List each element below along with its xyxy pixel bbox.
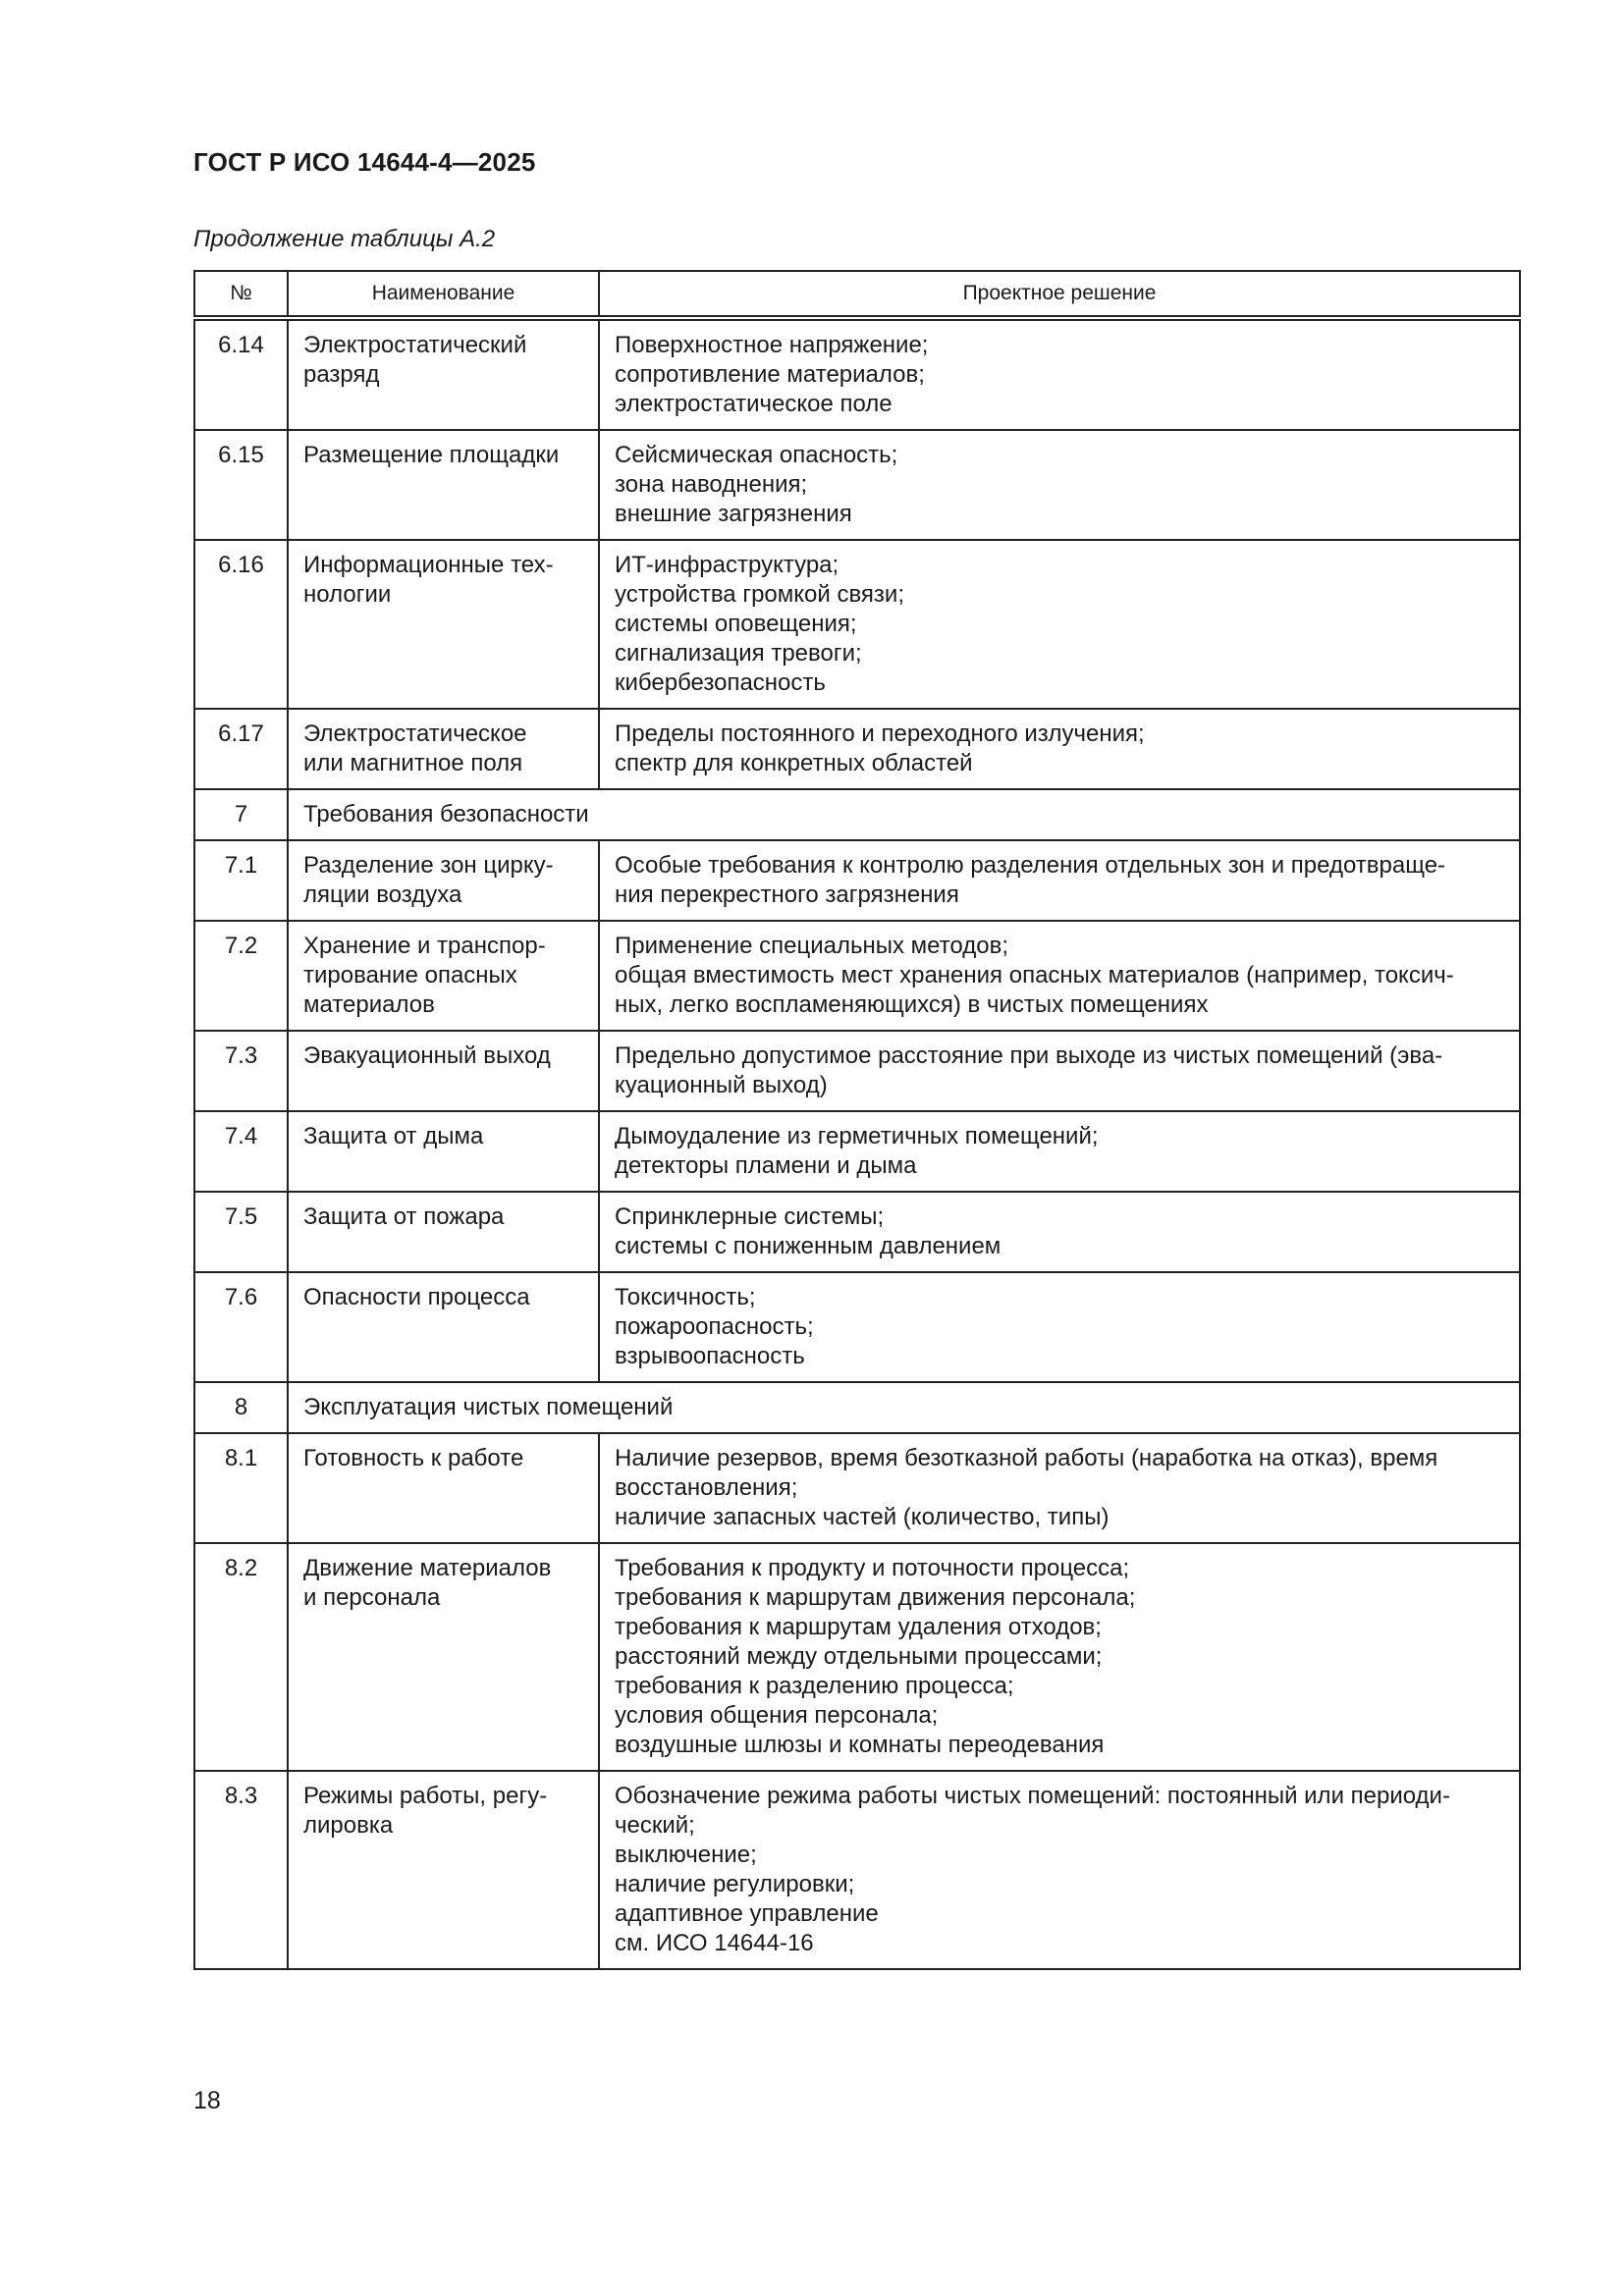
solution-line: взрывоопасность <box>615 1343 805 1369</box>
table-row <box>194 1433 1520 1543</box>
solution-line: пожароопасность; <box>615 1313 814 1340</box>
row-number: 7.4 <box>194 1111 288 1192</box>
solution-line: условия общения персонала; <box>615 1702 939 1729</box>
solution-line: наличие запасных частей (количество, типы) <box>615 1504 1110 1530</box>
solution-line: адаптивное управление <box>615 1900 879 1927</box>
solution-line: внешние загрязнения <box>615 501 852 527</box>
table-row <box>194 1272 1520 1382</box>
row-name <box>288 430 599 540</box>
solution-line: Применение специальных методов; <box>615 933 1009 959</box>
row-name <box>288 318 599 430</box>
name-line: Движение материалов <box>303 1555 552 1581</box>
name-line: Информационные тех- <box>303 552 554 578</box>
row-number: 8 <box>194 1382 288 1433</box>
column-header-solution: Проектное решение <box>599 271 1520 318</box>
solution-line: ИТ-инфраструктура; <box>615 552 839 578</box>
row-solution <box>599 1543 1520 1771</box>
solution-line: Токсичность; <box>615 1284 756 1310</box>
row-name <box>288 709 599 789</box>
table-row <box>194 709 1520 789</box>
solution-line: ческий; <box>615 1812 695 1839</box>
name-line: разряд <box>303 361 380 388</box>
page-number: 18 <box>193 2087 221 2114</box>
name-line: Хранение и транспор- <box>303 933 546 959</box>
row-name <box>288 1543 599 1771</box>
row-number: 8.2 <box>194 1543 288 1771</box>
solution-line: сопротивление материалов; <box>615 361 925 388</box>
row-number: 8.3 <box>194 1771 288 1969</box>
row-solution <box>599 1433 1520 1543</box>
design-solutions-table <box>193 270 1521 1970</box>
row-name <box>288 1192 599 1272</box>
row-solution <box>599 1111 1520 1192</box>
row-solution <box>599 430 1520 540</box>
column-header-number: № <box>194 271 288 318</box>
section-title: Требования безопасности <box>288 789 1520 840</box>
row-name <box>288 1433 599 1543</box>
name-line: материалов <box>303 991 435 1018</box>
table-row <box>194 318 1520 430</box>
solution-line: Наличие резервов, время безотказной работы (наработка на отказ), время <box>615 1445 1438 1471</box>
table-row <box>194 921 1520 1031</box>
name-line: и персонала <box>303 1584 441 1611</box>
name-line: лировка <box>303 1812 394 1839</box>
row-name <box>288 1272 599 1382</box>
row-solution <box>599 709 1520 789</box>
row-name <box>288 1031 599 1111</box>
name-line: Готовность к работе <box>303 1445 524 1471</box>
column-header-name: Наименование <box>288 271 599 318</box>
solution-line: куационный выход) <box>615 1072 828 1098</box>
table-row <box>194 1771 1520 1969</box>
name-line: Режимы работы, регу- <box>303 1783 548 1809</box>
name-line: Размещение площадки <box>303 442 560 468</box>
solution-line: требования к разделению процесса; <box>615 1673 1014 1699</box>
solution-line: воздушные шлюзы и комнаты переодевания <box>615 1732 1105 1758</box>
table-section-row <box>194 789 1520 840</box>
row-number: 6.15 <box>194 430 288 540</box>
table-row <box>194 1543 1520 1771</box>
row-solution <box>599 318 1520 430</box>
solution-line: системы с пониженным давлением <box>615 1233 1001 1259</box>
name-line: тирование опасных <box>303 962 517 988</box>
document-header: ГОСТ Р ИСО 14644-4—2025 <box>193 147 536 177</box>
solution-line: выключение; <box>615 1842 757 1868</box>
table-row <box>194 540 1520 709</box>
solution-line: Особые требования к контролю разделения отдельных зон и предотвраще- <box>615 852 1446 879</box>
solution-line: спектр для конкретных областей <box>615 750 973 776</box>
row-solution <box>599 1031 1520 1111</box>
table-row <box>194 1111 1520 1192</box>
row-number: 7.5 <box>194 1192 288 1272</box>
table-caption: Продолжение таблицы А.2 <box>193 226 496 252</box>
solution-line: восстановления; <box>615 1474 798 1501</box>
solution-line: Поверхностное напряжение; <box>615 332 929 358</box>
solution-line: Предельно допустимое расстояние при выходе из чистых помещений (эва- <box>615 1042 1443 1069</box>
row-number: 7.1 <box>194 840 288 921</box>
solution-line: Сейсмическая опасность; <box>615 442 898 468</box>
row-number: 7.2 <box>194 921 288 1031</box>
solution-line: требования к маршрутам удаления отходов; <box>615 1614 1102 1640</box>
solution-line: зона наводнения; <box>615 471 808 498</box>
solution-line: детекторы пламени и дыма <box>615 1152 917 1179</box>
solution-line: наличие регулировки; <box>615 1871 855 1897</box>
row-number: 6.16 <box>194 540 288 709</box>
name-line: нологии <box>303 581 392 608</box>
row-name <box>288 1111 599 1192</box>
section-title: Эксплуатация чистых помещений <box>288 1382 1520 1433</box>
solution-line: расстояний между отдельными процессами; <box>615 1643 1103 1670</box>
table-row <box>194 1031 1520 1111</box>
solution-line: системы оповещения; <box>615 611 857 637</box>
row-solution <box>599 1192 1520 1272</box>
name-line: Эвакуационный выход <box>303 1042 551 1069</box>
name-line: Электростатическое <box>303 721 527 747</box>
solution-line: устройства громкой связи; <box>615 581 905 608</box>
solution-line: Требования к продукту и поточности процесса; <box>615 1555 1130 1581</box>
table-row <box>194 430 1520 540</box>
row-name <box>288 540 599 709</box>
name-line: Защита от дыма <box>303 1123 484 1149</box>
name-line: Опасности процесса <box>303 1284 530 1310</box>
row-number: 7 <box>194 789 288 840</box>
row-name <box>288 921 599 1031</box>
row-solution <box>599 1771 1520 1969</box>
row-number: 7.3 <box>194 1031 288 1111</box>
row-number: 6.14 <box>194 318 288 430</box>
row-solution <box>599 1272 1520 1382</box>
solution-line: кибербезопасность <box>615 669 826 696</box>
solution-line: электростатическое поле <box>615 391 893 417</box>
solution-line: сигнализация тревоги; <box>615 640 862 667</box>
solution-line: ния перекрестного загрязнения <box>615 881 959 908</box>
solution-line: Обозначение режима работы чистых помещений: постоянный или периоди- <box>615 1783 1450 1809</box>
row-number: 6.17 <box>194 709 288 789</box>
name-line: или магнитное поля <box>303 750 523 776</box>
name-line: Электростатический <box>303 332 527 358</box>
row-name <box>288 1771 599 1969</box>
table-section-row <box>194 1382 1520 1433</box>
row-name <box>288 840 599 921</box>
name-line: Защита от пожара <box>303 1203 505 1230</box>
solution-line: Спринклерные системы; <box>615 1203 885 1230</box>
row-solution <box>599 921 1520 1031</box>
solution-line: Дымоудаление из герметичных помещений; <box>615 1123 1099 1149</box>
table-row <box>194 1192 1520 1272</box>
solution-line: см. ИСО 14644-16 <box>615 1930 814 1956</box>
solution-line: ных, легко воспламеняющихся) в чистых помещениях <box>615 991 1209 1018</box>
row-number: 8.1 <box>194 1433 288 1543</box>
name-line: ляции воздуха <box>303 881 462 908</box>
solution-line: общая вместимость мест хранения опасных материалов (например, токсич- <box>615 962 1454 988</box>
table-header-row <box>194 271 1520 318</box>
solution-line: требования к маршрутам движения персонала; <box>615 1584 1136 1611</box>
table-row <box>194 840 1520 921</box>
name-line: Разделение зон цирку- <box>303 852 554 879</box>
row-number: 7.6 <box>194 1272 288 1382</box>
row-solution <box>599 840 1520 921</box>
table-body <box>194 318 1520 1969</box>
row-solution <box>599 540 1520 709</box>
solution-line: Пределы постоянного и переходного излучения; <box>615 721 1145 747</box>
